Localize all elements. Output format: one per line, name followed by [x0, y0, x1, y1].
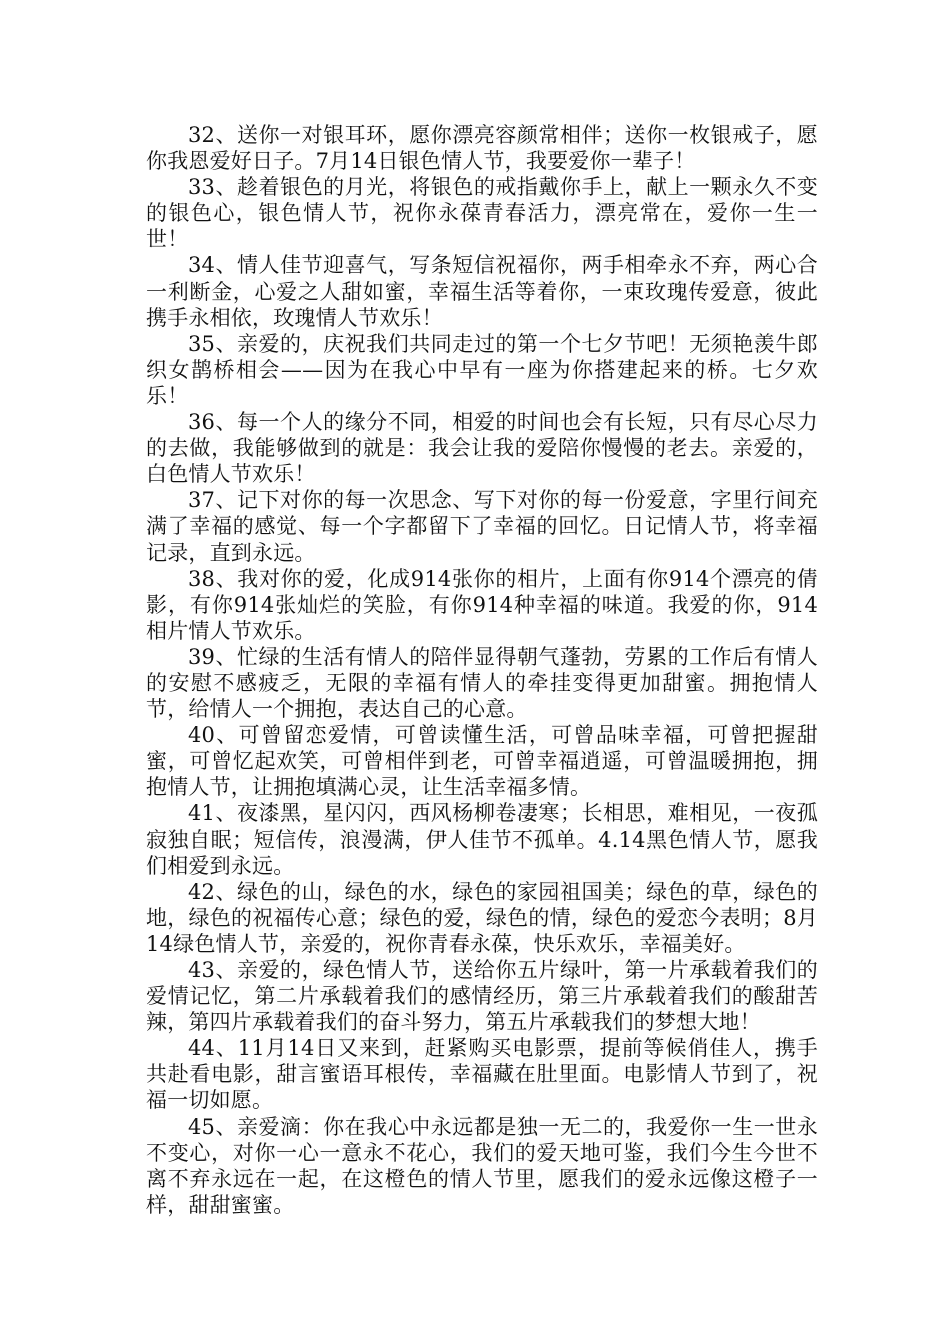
paragraph-36: 36、每一个人的缘分不同，相爱的时间也会有长短，只有尽心尽力的去做，我能够做到的就是：我会让我的爱陪你慢慢的老去。亲爱的，白色情人节欢乐！	[146, 410, 818, 487]
paragraph-32: 32、送你一对银耳环，愿你漂亮容颜常相伴；送你一枚银戒子，愿你我恩爱好日子。7月14日银色情人节，我要爱你一辈子！	[146, 123, 818, 174]
paragraph-34: 34、情人佳节迎喜气，写条短信祝福你，两手相牵永不弃，两心合一利断金，心爱之人甜如蜜，幸福生活等着你，一束玫瑰传爱意，彼此携手永相依，玫瑰情人节欢乐！	[146, 253, 818, 330]
paragraph-38: 38、我对你的爱，化成914张你的相片，上面有你914个漂亮的倩影，有你914张灿烂的笑脸，有你914种幸福的味道。我爱的你，914相片情人节欢乐。	[146, 566, 818, 643]
paragraph-45: 45、亲爱滴：你在我心中永远都是独一无二的，我爱你一生一世永不变心，对你一心一意永不花心，我们的爱天地可鉴，我们今生今世不离不弃永远在一起，在这橙色的情人节里，愿我们的爱永远像这橙子一样，甜甜蜜蜜。	[146, 1114, 818, 1217]
paragraph-42: 42、绿色的山，绿色的水，绿色的家园祖国美；绿色的草，绿色的地，绿色的祝福传心意；绿色的爱，绿色的情，绿色的爱恋今表明；8月14绿色情人节，亲爱的，祝你青春永葆，快乐欢乐，幸福美好。	[146, 879, 818, 956]
paragraph-33: 33、趁着银色的月光，将银色的戒指戴你手上，献上一颗永久不变的银色心，银色情人节，祝你永葆青春活力，漂亮常在，爱你一生一世！	[146, 175, 818, 252]
paragraph-44: 44、11月14日又来到，赶紧购买电影票，提前等候俏佳人，携手共赴看电影，甜言蜜语耳根传，幸福藏在肚里面。电影情人节到了，祝福一切如愿。	[146, 1036, 818, 1113]
document-body	[146, 122, 818, 1218]
paragraph-40: 40、可曾留恋爱情，可曾读懂生活，可曾品味幸福，可曾把握甜蜜，可曾忆起欢笑，可曾相伴到老，可曾幸福逍遥，可曾温暖拥抱，拥抱情人节，让拥抱填满心灵，让生活幸福多情。	[146, 723, 818, 800]
paragraph-39: 39、忙绿的生活有情人的陪伴显得朝气蓬勃，劳累的工作后有情人的安慰不感疲乏，无限的幸福有情人的牵挂变得更加甜蜜。拥抱情人节，给情人一个拥抱，表达自己的心意。	[146, 644, 818, 722]
paragraph-41: 41、夜漆黑，星闪闪，西风杨柳卷凄寒；长相思，难相见，一夜孤寂独自眠；短信传，浪漫满，伊人佳节不孤单。4.14黑色情人节，愿我们相爱到永远。	[146, 801, 818, 878]
paragraph-37: 37、记下对你的每一次思念、写下对你的每一份爱意，字里行间充满了幸福的感觉、每一个字都留下了幸福的回忆。日记情人节，将幸福记录，直到永远。	[146, 488, 818, 565]
paragraph-35: 35、亲爱的，庆祝我们共同走过的第一个七夕节吧！无须艳羡牛郎织女鹊桥相会——因为在我心中早有一座为你搭建起来的桥。七夕欢乐！	[146, 331, 818, 408]
paragraph-43: 43、亲爱的，绿色情人节，送给你五片绿叶，第一片承载着我们的爱情记忆，第二片承载着我们的感情经历，第三片承载着我们的酸甜苦辣，第四片承载着我们的奋斗努力，第五片承载我们的梦想大地！	[146, 958, 818, 1035]
